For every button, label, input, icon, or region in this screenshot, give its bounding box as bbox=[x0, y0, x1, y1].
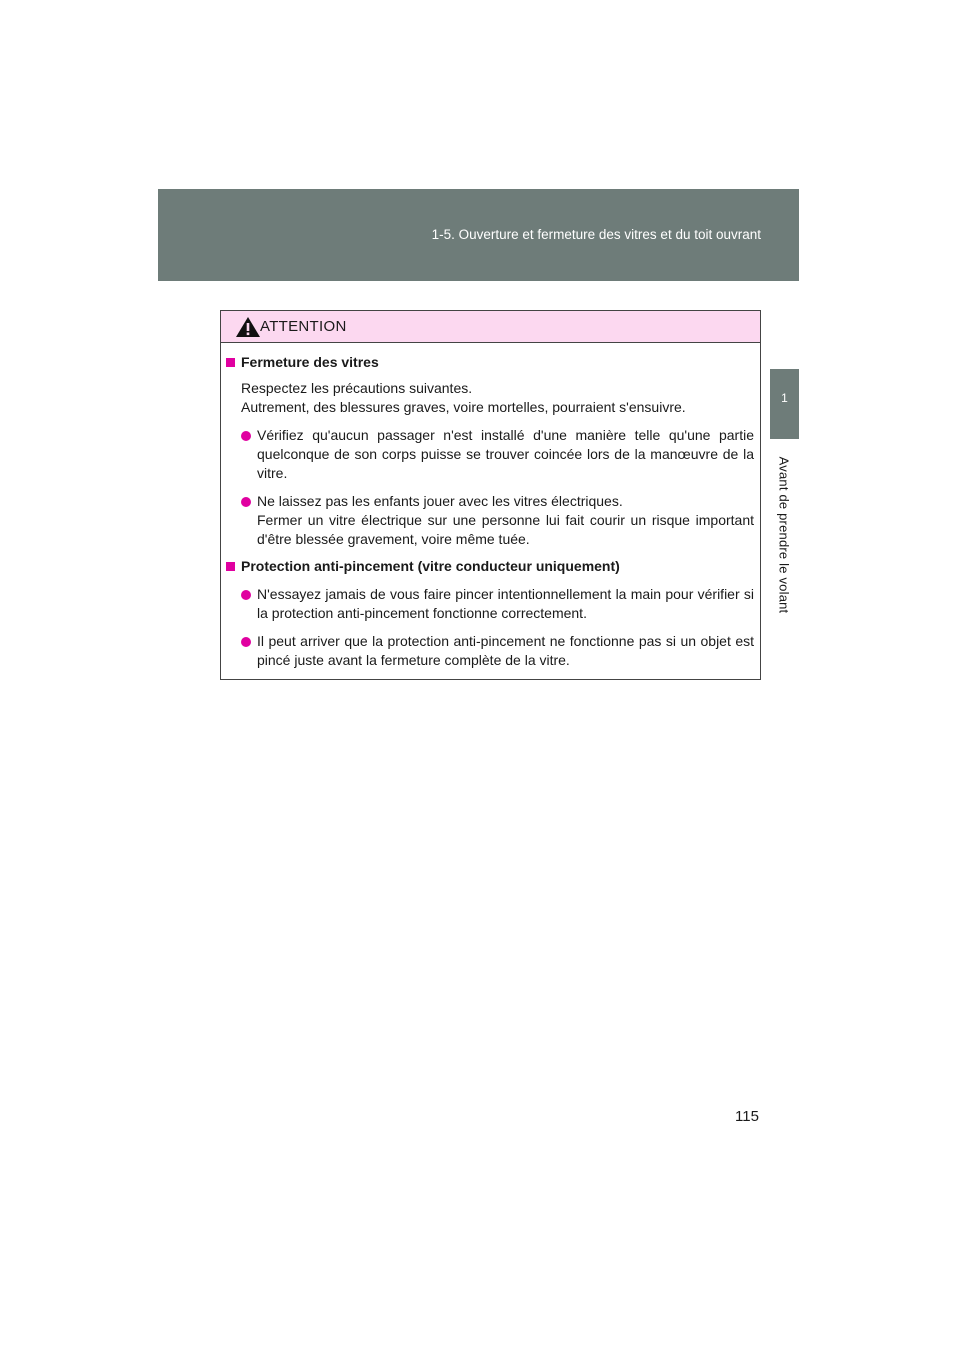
chapter-number: 1 bbox=[781, 391, 788, 405]
bullet-line: Fermer un vitre électrique sur une personne lui fait courir un risque important d'être blessée gravement, voire même tuée. bbox=[257, 512, 754, 547]
bullet-line: N'essayez jamais de vous faire pincer intentionnellement la main pour vérifier si la protection anti-pincement fonctionne correctement. bbox=[257, 586, 754, 621]
warning-triangle-icon bbox=[235, 316, 261, 338]
bullet-item bbox=[225, 426, 754, 483]
section-heading bbox=[225, 353, 754, 372]
intro-line: Autrement, des blessures graves, voire mortelles, pourraient s'ensuivre. bbox=[241, 399, 686, 415]
dot-bullet-icon bbox=[241, 590, 251, 600]
section-heading-text: Fermeture des vitres bbox=[241, 354, 379, 370]
square-bullet-icon bbox=[226, 358, 235, 367]
section-heading-text: Protection anti-pincement (vitre conducteur uniquement) bbox=[241, 558, 620, 574]
square-bullet-icon bbox=[226, 562, 235, 571]
chapter-label: Avant de prendre le volant bbox=[776, 456, 792, 614]
bullet-item bbox=[225, 585, 754, 623]
warning-header bbox=[221, 311, 760, 343]
dot-bullet-icon bbox=[241, 497, 251, 507]
section-title: 1-5. Ouverture et fermeture des vitres et du toit ouvrant bbox=[431, 227, 761, 242]
warning-title: ATTENTION bbox=[260, 318, 347, 335]
intro-line: Respectez les précautions suivantes. bbox=[241, 380, 473, 396]
bullet-text bbox=[257, 585, 754, 623]
page-number: 115 bbox=[735, 1108, 759, 1125]
bullet-item bbox=[225, 632, 754, 670]
bullet-line: Vérifiez qu'aucun passager n'est installé d'une manière telle qu'une partie quelconque de son corps puisse se trouver coincée lors de la manœuvre de la vitre. bbox=[257, 427, 754, 481]
bullet-line: Ne laissez pas les enfants jouer avec les vitres électriques. bbox=[257, 493, 623, 509]
dot-bullet-icon bbox=[241, 637, 251, 647]
bullet-line: Il peut arriver que la protection anti-pincement ne fonctionne pas si un objet est pincé juste avant la fermeture complète de la vitre. bbox=[257, 633, 754, 668]
bullet-text bbox=[257, 632, 754, 670]
chapter-header-bar bbox=[158, 189, 799, 281]
bullet-text bbox=[257, 426, 754, 483]
intro-text bbox=[225, 379, 754, 417]
warning-content bbox=[221, 343, 760, 670]
bullet-text bbox=[257, 492, 754, 549]
section-heading bbox=[225, 557, 754, 576]
warning-box bbox=[220, 310, 761, 680]
dot-bullet-icon bbox=[241, 431, 251, 441]
bullet-item bbox=[225, 492, 754, 549]
chapter-tab bbox=[770, 369, 799, 439]
